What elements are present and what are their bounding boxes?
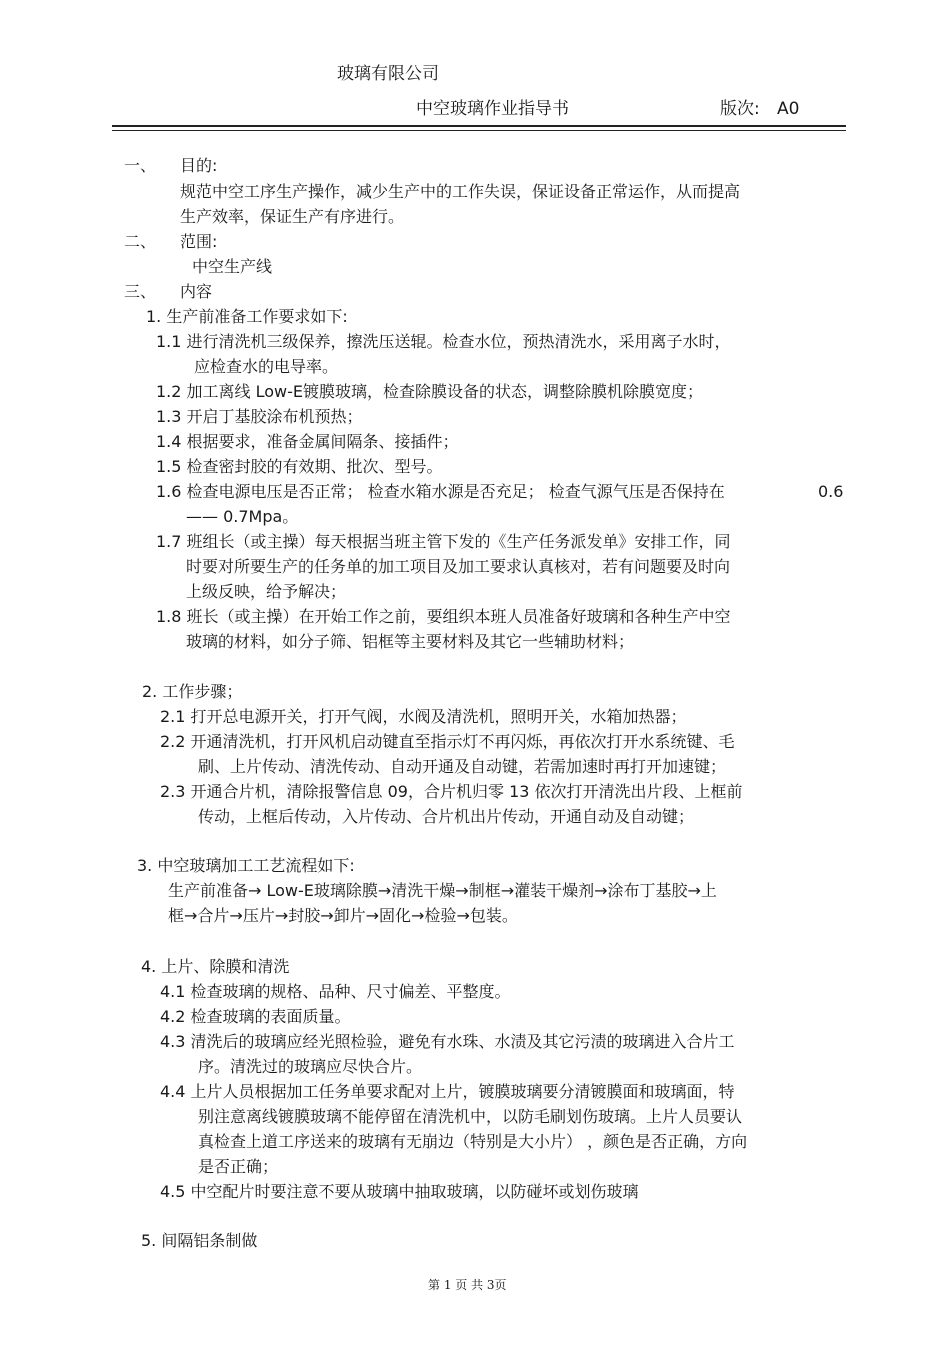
item-2-3: 2.3 开通合片机，清除报警信息 09，合片机归零 13 依次打开清洗出片段、上框前 (160, 782, 743, 801)
version-value: A0 (777, 99, 800, 119)
item-4-3-cont: 序。清洗过的玻璃应尽快合片。 (198, 1057, 423, 1076)
item-4-1: 4.1 检查玻璃的规格、品种、尺寸偏差、平整度。 (160, 982, 511, 1001)
item-1-6-value: 0.6 (818, 482, 844, 501)
part-2-heading: 2. 工作步骤； (142, 682, 243, 701)
item-2-3-cont: 传动，上框后传动，入片传动、合片机出片传动，开通自动及自动键； (198, 807, 695, 826)
version-label: 版次: (720, 99, 760, 119)
item-1-8: 1.8 班长（或主操）在开始工作之前，要组织本班人员准备好玻璃和各种生产中空 (156, 607, 731, 626)
item-4-4-cont-2: 真检查上道工序送来的玻璃有无崩边（特别是大小片） ，颜色是否正确，方向 (198, 1132, 748, 1151)
section-3-number: 三、 (124, 282, 157, 301)
item-1-1: 1.1 进行清洗机三级保养，擦洗压送辊。检查水位，预热清洗水，采用离子水时， (156, 332, 731, 351)
item-1-7: 1.7 班组长（或主操）每天根据当班主管下发的《生产任务派发单》安排工作，同 (156, 532, 731, 551)
section-2-text: 中空生产线 (192, 257, 273, 276)
item-2-2: 2.2 开通清洗机，打开风机启动键直至指示灯不再闪烁，再依次打开水系统键、毛 (160, 732, 735, 751)
part-5-heading: 5. 间隔铝条制做 (141, 1231, 258, 1250)
item-4-5: 4.5 中空配片时要注意不要从玻璃中抽取玻璃，以防碰坏或划伤玻璃 (160, 1182, 639, 1201)
header-rule-thick (112, 125, 846, 127)
section-3-title: 内容 (180, 282, 213, 301)
item-4-4: 4.4 上片人员根据加工任务单要求配对上片，镀膜玻璃要分清镀膜面和玻璃面，特 (160, 1082, 735, 1101)
item-1-7-cont-2: 上级反映，给予解决； (186, 582, 347, 601)
process-flow-cont: 框→合片→压片→封胶→卸片→固化→检验→包装。 (168, 906, 518, 925)
part-1-heading: 1. 生产前准备工作要求如下: (146, 307, 348, 326)
item-1-4: 1.4 根据要求，准备金属间隔条、接插件； (156, 432, 459, 451)
header-rule-thin (112, 130, 846, 131)
item-4-4-cont-1: 别注意离线镀膜玻璃不能停留在清洗机中，以防毛刷划伤玻璃。上片人员要认 (198, 1107, 743, 1126)
item-2-2-cont: 刷、上片传动、清洗传动、自动开通及自动键，若需加速时再打开加速键； (198, 757, 727, 776)
item-1-3: 1.3 开启丁基胶涂布机预热； (156, 407, 363, 426)
item-1-7-cont-1: 时要对所要生产的任务单的加工项目及加工要求认真核对，若有问题要及时向 (186, 557, 731, 576)
section-1-text: 规范中空工序生产操作，减少生产中的工作失误，保证设备正常运作，从而提高 (180, 182, 741, 201)
item-1-1-cont: 应检查水的电导率。 (194, 357, 339, 376)
company-name: 玻璃有限公司 (337, 64, 439, 84)
part-4-heading: 4. 上片、除膜和清洗 (141, 957, 290, 976)
item-4-2: 4.2 检查玻璃的表面质量。 (160, 1007, 351, 1026)
item-4-4-cont-3: 是否正确； (198, 1157, 279, 1176)
item-4-3: 4.3 清洗后的玻璃应经光照检验，避免有水珠、水渍及其它污渍的玻璃进入合片工 (160, 1032, 735, 1051)
part-3-heading: 3. 中空玻璃加工工艺流程如下: (137, 856, 355, 875)
section-1-text-cont: 生产效率，保证生产有序进行。 (180, 207, 405, 226)
section-2-number: 二、 (124, 232, 157, 251)
item-1-2: 1.2 加工离线 Low-E镀膜玻璃，检查除膜设备的状态，调整除膜机除膜宽度； (156, 382, 704, 401)
section-1-title: 目的: (180, 156, 218, 175)
item-1-8-cont: 玻璃的材料，如分子筛、铝框等主要材料及其它一些辅助材料； (186, 632, 635, 651)
page-number: 第 1 页 共 3页 (428, 1278, 507, 1292)
item-2-1: 2.1 打开总电源开关，打开气阀，水阀及清洗机，照明开关，水箱加热器； (160, 707, 687, 726)
section-1-number: 一、 (124, 156, 157, 175)
process-flow: 生产前准备→ Low-E玻璃除膜→清洗干燥→制框→灌装干燥剂→涂布丁基胶→上 (168, 881, 717, 900)
section-2-title: 范围: (180, 232, 218, 251)
item-1-6-cont: —— 0.7Mpa。 (186, 507, 299, 526)
document-title: 中空玻璃作业指导书 (416, 99, 569, 119)
item-1-5: 1.5 检查密封胶的有效期、批次、型号。 (156, 457, 443, 476)
item-1-6: 1.6 检查电源电压是否正常； 检查水箱水源是否充足； 检查气源气压是否保持在 (156, 482, 725, 501)
